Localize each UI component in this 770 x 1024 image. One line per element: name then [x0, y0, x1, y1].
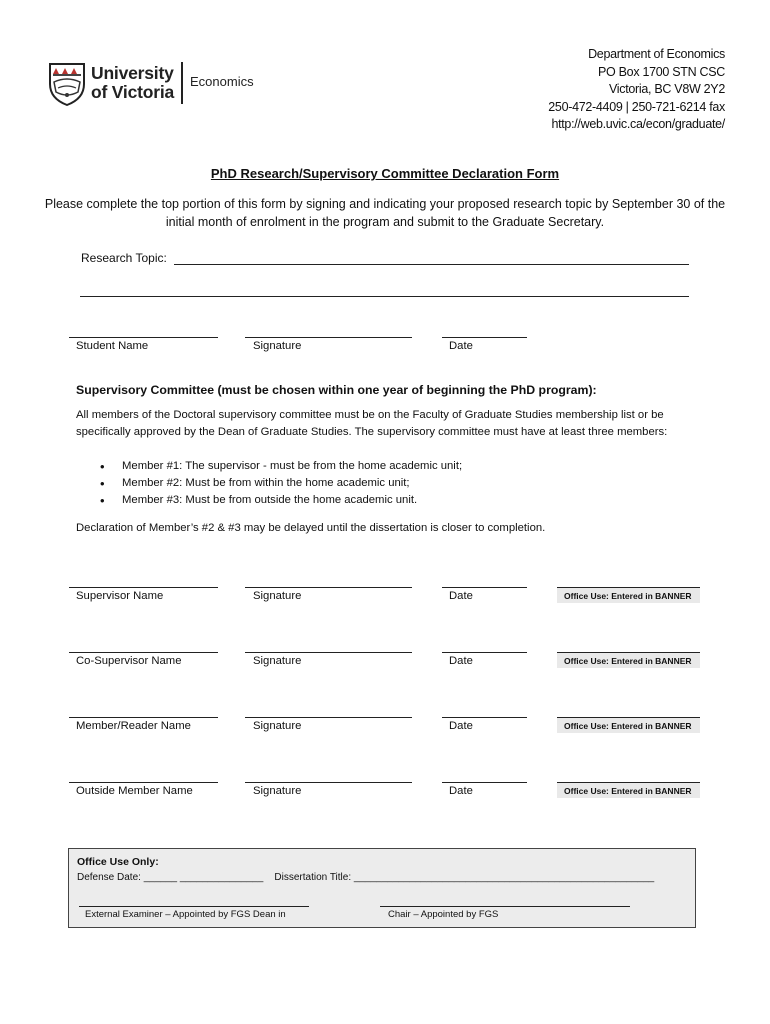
- outside-member-date-label: Date: [449, 785, 473, 797]
- university-wordmark: [91, 64, 174, 102]
- research-topic-input-line2[interactable]: [80, 296, 689, 297]
- co-supervisor-date-label: Date: [449, 655, 473, 667]
- committee-description: All members of the Doctoral supervisory committee must be on the Faculty of Graduate Studies membership list or be specifically approved by the Dean of Graduate Studies. The supervisory committee must have at least three members:: [76, 409, 668, 438]
- co-supervisor-office-use-box: Office Use: Entered in BANNER: [557, 652, 700, 668]
- delay-note: Declaration of Member’s #2 & #3 may be delayed until the dissertation is closer to completion.: [76, 522, 546, 534]
- chair-label: Chair – Appointed by FGS: [388, 909, 499, 920]
- chair-field[interactable]: [380, 906, 630, 907]
- co-supervisor-signature-label: Signature: [253, 655, 302, 667]
- form-intro: Please complete the top portion of this form by signing and indicating your proposed research topic by September 30 of the initial month of enrolment in the program and submit to the Graduate Secretary.: [44, 197, 726, 229]
- supervisor-date-field[interactable]: [442, 587, 527, 588]
- list-item: • Member #1: The supervisor - must be from the home academic unit;: [100, 458, 462, 475]
- address-line4: 250-472-4409 | 250-721-6214 fax: [548, 99, 725, 114]
- member-reader-signature-field[interactable]: [245, 717, 412, 718]
- supervisor-name-label: Supervisor Name: [76, 590, 164, 602]
- defense-date-field[interactable]: ______ _______________: [143, 872, 264, 883]
- member-reader-name-label: Member/Reader Name: [76, 720, 191, 732]
- student-date-label: Date: [449, 340, 473, 352]
- department-address: [548, 46, 725, 134]
- supervisor-name-field[interactable]: [69, 587, 218, 588]
- research-topic-label: Research Topic:: [81, 251, 167, 265]
- supervisor-signature-label: Signature: [253, 590, 302, 602]
- student-date-field[interactable]: [442, 337, 527, 338]
- list-item: • Member #3: Must be from outside the home academic unit.: [100, 492, 462, 509]
- address-line3: Victoria, BC V8W 2Y2: [608, 82, 725, 97]
- supervisor-signature-field[interactable]: [245, 587, 412, 588]
- outside-member-date-field[interactable]: [442, 782, 527, 783]
- member-reader-office-use-box: Office Use: Entered in BANNER: [557, 717, 700, 733]
- address-url[interactable]: http://web.uvic.ca/econ/graduate/: [551, 117, 725, 132]
- address-line2: PO Box 1700 STN CSC: [598, 64, 725, 79]
- outside-member-name-label: Outside Member Name: [76, 785, 193, 797]
- student-signature-label: Signature: [253, 340, 302, 352]
- external-examiner-field[interactable]: [79, 906, 309, 907]
- external-examiner-label: External Examiner – Appointed by FGS Dean in: [85, 909, 286, 920]
- member-reader-name-field[interactable]: [69, 717, 218, 718]
- outside-member-signature-label: Signature: [253, 785, 302, 797]
- student-signature-field[interactable]: [245, 337, 412, 338]
- defense-date-label: Defense Date:: [77, 872, 141, 883]
- member-reader-date-label: Date: [449, 720, 473, 732]
- department-wordmark: Economics: [190, 74, 254, 89]
- co-supervisor-name-label: Co-Supervisor Name: [76, 655, 182, 667]
- member-reader-date-field[interactable]: [442, 717, 527, 718]
- logo-divider: [181, 62, 183, 104]
- office-use-row: [77, 872, 654, 883]
- committee-heading: Supervisory Committee (must be chosen within one year of beginning the PhD program):: [76, 383, 597, 397]
- supervisor-date-label: Date: [449, 590, 473, 602]
- list-item: • Member #2: Must be from within the home academic unit;: [100, 475, 462, 492]
- outside-member-name-field[interactable]: [69, 782, 218, 783]
- dissertation-title-label: Dissertation Title:: [274, 872, 352, 883]
- student-name-label: Student Name: [76, 340, 149, 352]
- outside-member-signature-field[interactable]: [245, 782, 412, 783]
- member-reader-signature-label: Signature: [253, 720, 302, 732]
- office-use-only-title: Office Use Only:: [77, 856, 159, 868]
- student-name-field[interactable]: [69, 337, 218, 338]
- supervisor-office-use-box: Office Use: Entered in BANNER: [557, 587, 700, 603]
- co-supervisor-name-field[interactable]: [69, 652, 218, 653]
- form-title: PhD Research/Supervisory Committee Declaration Form: [210, 166, 560, 181]
- university-line2: of Victoria: [91, 82, 175, 102]
- committee-member-list: [100, 458, 462, 509]
- university-line1: University: [91, 63, 174, 83]
- co-supervisor-signature-field[interactable]: [245, 652, 412, 653]
- co-supervisor-date-field[interactable]: [442, 652, 527, 653]
- dissertation-title-field[interactable]: ______________________________________________________: [353, 872, 655, 883]
- address-line1: Department of Economics: [588, 47, 725, 61]
- university-shield-logo: [48, 62, 86, 106]
- office-use-only-box: [68, 848, 696, 928]
- outside-member-office-use-box: Office Use: Entered in BANNER: [557, 782, 700, 798]
- research-topic-input-line1[interactable]: [174, 264, 689, 265]
